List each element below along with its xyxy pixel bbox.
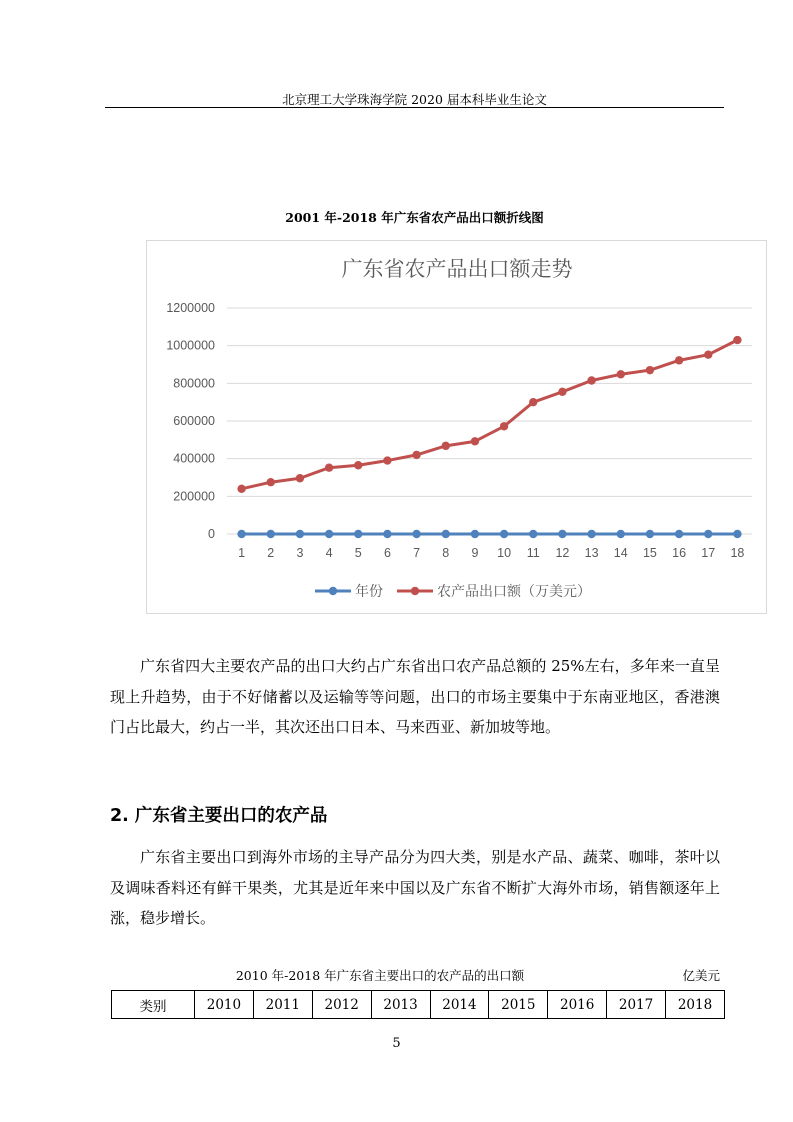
data-point — [471, 530, 479, 538]
data-point — [267, 530, 275, 538]
legend-swatch-marker — [329, 587, 337, 595]
data-point — [617, 530, 625, 538]
legend-swatch-marker — [411, 587, 419, 595]
paragraph-1: 广东省四大主要农产品的出口大约占广东省出口农产品总额的 25%左右，多年来一直呈现上升趋势，由于不好储蓄以及运输等等问题，出口的市场主要集中于东南亚地区，香港澳门占比最大，约占一半，其次还出口日本、马来西亚、新加坡等地。 — [110, 657, 720, 736]
table-caption: 2010 年-2018 年广东省主要出口的农产品的出口额 — [235, 968, 525, 983]
data-point — [500, 530, 508, 538]
data-point — [383, 530, 391, 538]
table-header-cell: 2017 — [607, 991, 666, 1019]
x-tick-label: 9 — [471, 546, 479, 560]
y-tick-label: 600000 — [173, 414, 215, 428]
data-point — [471, 437, 479, 445]
x-tick-label: 16 — [672, 546, 687, 560]
data-point — [325, 530, 333, 538]
table-header-cell: 2010 — [195, 991, 254, 1019]
figure-caption: 2001 年-2018 年广东省农产品出口额折线图 — [285, 210, 544, 225]
table-header-cell: 2013 — [371, 991, 430, 1019]
running-header: 北京理工大学珠海学院 2020 届本科毕业生论文 — [282, 92, 547, 107]
y-tick-label: 0 — [208, 527, 215, 541]
table-header-cell: 2018 — [666, 991, 725, 1019]
data-point — [529, 398, 537, 406]
x-tick-label: 3 — [296, 546, 304, 560]
data-point — [617, 370, 625, 378]
section-title: 2. 广东省主要出口的农产品 — [110, 806, 328, 826]
data-point — [704, 530, 712, 538]
y-tick-label: 400000 — [173, 451, 215, 466]
data-point — [237, 530, 245, 538]
chart-title: 广东省农产品出口额走势 — [341, 258, 573, 281]
x-tick-label: 7 — [413, 546, 421, 560]
x-tick-label: 18 — [730, 546, 745, 560]
table-header-cell: 2016 — [548, 991, 607, 1019]
data-point — [500, 422, 508, 430]
data-point — [237, 485, 245, 493]
data-point — [267, 478, 275, 486]
y-tick-label: 1000000 — [166, 338, 215, 353]
data-point — [412, 530, 420, 538]
x-tick-label: 15 — [642, 546, 657, 560]
paragraph-2: 广东省主要出口到海外市场的主导产品分为四大类，别是水产品、蔬菜、咖啡，茶叶以及调味香料还有鲜干果类，尤其是近年来中国以及广东省不断扩大海外市场，销售额逐年上涨，稳步增长。 — [110, 848, 720, 927]
header-rule — [105, 107, 724, 108]
table-header-cell: 类别 — [112, 991, 195, 1019]
table-header-row — [112, 991, 725, 1019]
data-point — [412, 451, 420, 459]
data-point — [354, 530, 362, 538]
x-tick-label: 4 — [325, 546, 333, 560]
x-tick-label: 6 — [383, 546, 391, 560]
data-point — [296, 474, 304, 482]
data-point — [587, 376, 595, 384]
data-point — [296, 530, 304, 538]
x-tick-label: 1 — [238, 546, 246, 560]
data-point — [733, 530, 741, 538]
legend-label: 年份 — [355, 583, 383, 599]
page-number: 5 — [392, 1036, 401, 1051]
export-table — [111, 990, 725, 1019]
data-point — [646, 366, 654, 374]
y-tick-label: 1200000 — [166, 301, 215, 315]
x-tick-label: 2 — [267, 546, 275, 560]
table-unit: 亿美元 — [682, 968, 720, 983]
data-point — [704, 351, 712, 359]
data-point — [675, 530, 683, 538]
legend-label: 农产品出口额（万美元） — [437, 583, 591, 599]
x-tick-label: 12 — [555, 546, 570, 560]
data-point — [587, 530, 595, 538]
data-point — [675, 356, 683, 364]
table-header-cell: 2014 — [430, 991, 489, 1019]
x-tick-label: 17 — [701, 546, 716, 560]
y-tick-label: 200000 — [173, 489, 215, 504]
table-header-cell: 2015 — [489, 991, 548, 1019]
x-tick-label: 10 — [497, 546, 512, 560]
data-point — [529, 530, 537, 538]
series-line — [242, 340, 738, 489]
x-tick-label: 11 — [526, 546, 540, 560]
table-header-cell: 2012 — [312, 991, 371, 1019]
x-tick-label: 8 — [442, 546, 450, 560]
x-tick-label: 13 — [584, 546, 599, 560]
table-header-cell: 2011 — [253, 991, 312, 1019]
data-point — [442, 442, 450, 450]
chart-svg — [147, 241, 768, 615]
data-point — [733, 336, 741, 344]
data-point — [383, 456, 391, 464]
data-point — [646, 530, 654, 538]
x-tick-label: 5 — [354, 546, 362, 560]
data-point — [558, 530, 566, 538]
x-tick-label: 14 — [613, 546, 628, 560]
data-point — [558, 388, 566, 396]
data-point — [325, 464, 333, 472]
line-chart — [146, 240, 767, 614]
y-tick-label: 800000 — [173, 376, 215, 391]
data-point — [442, 530, 450, 538]
data-point — [354, 461, 362, 469]
